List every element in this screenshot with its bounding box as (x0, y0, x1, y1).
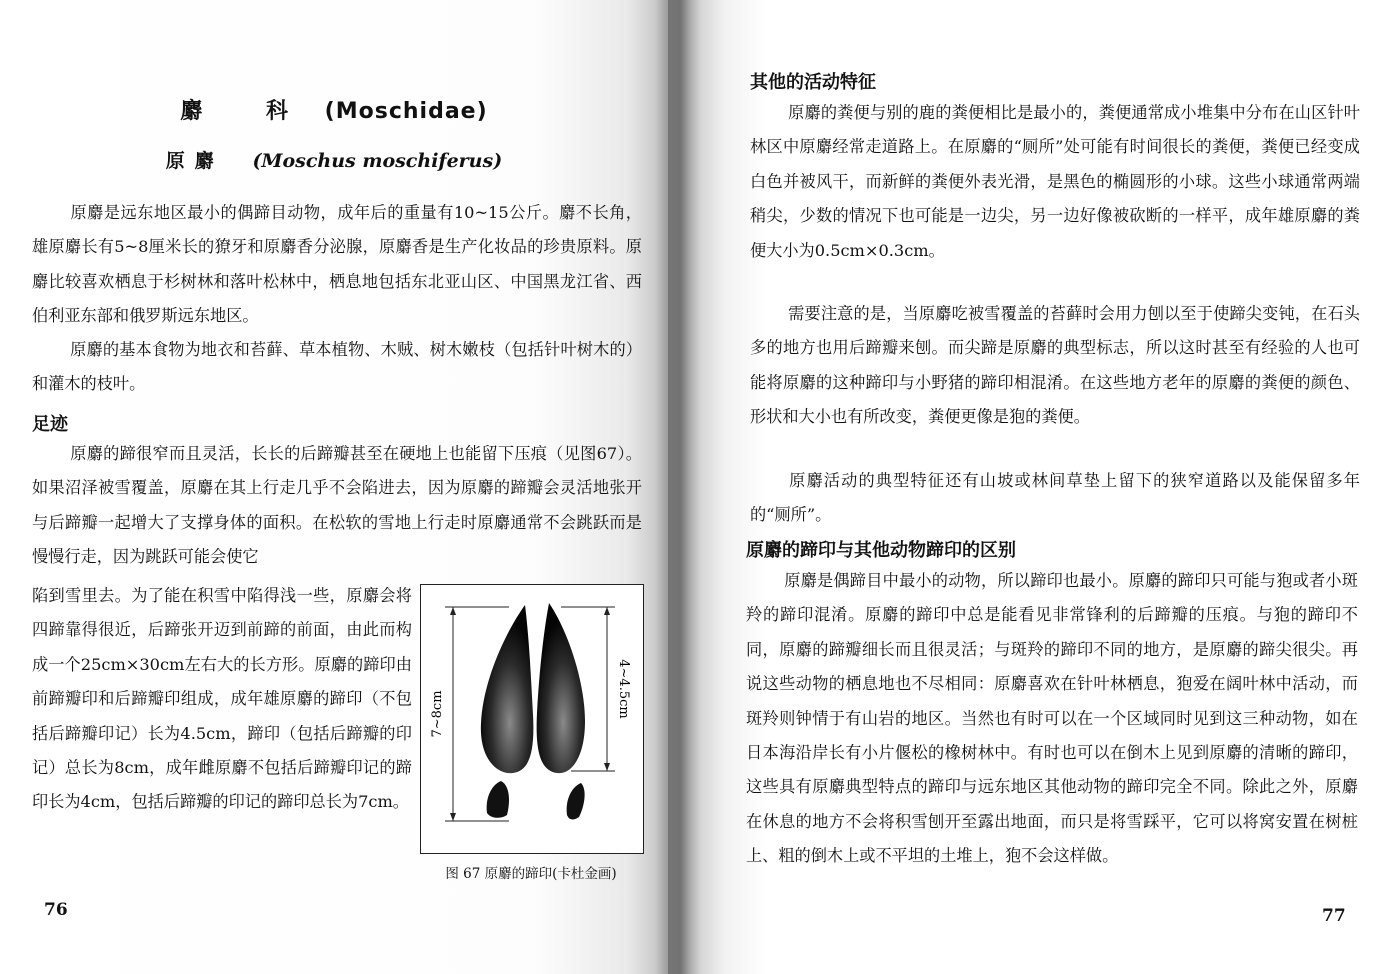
hoof-print-illustration (421, 585, 643, 853)
footprint-paragraph-continued: 陷到雪里去。为了能在积雪中陷得浅一些，原麝会将四蹄靠得很近，后蹄张开迈到前蹄的前面，由此而构成一个25cm×30cm左右大的长方形。原麝的蹄印由前蹄瓣印和后蹄瓣印组成，成年雄原麝的蹄印（不包括后蹄瓣印记）长为4.5cm，蹄印（包括后蹄瓣的印记）总长为8cm，成年雌原麝不包括后蹄瓣印记的蹄印长为4cm，包括后蹄瓣的印记的蹄印总长为7cm。 (32, 586, 412, 812)
intro-paragraph: 原麝是远东地区最小的偶蹄目动物，成年后的重量有10~15公斤。麝不长角，雄原麝长有5~8厘米长的獠牙和原麝香分泌腺，原麝香是生产化妆品的珍贵原料。原麝比较喜欢栖息于杉树林和落叶松林中，栖息地包括东北亚山区、中国黑龙江省、西伯利亚东部和俄罗斯远东地区。 (32, 203, 642, 326)
activity-heading: 其他的活动特征 (750, 72, 876, 93)
droppings-paragraph: 原麝的粪便与别的鹿的粪便相比是最小的，粪便通常成小堆集中分布在山区针叶林区中原麝经常走道路上。在原麝的“厕所”处可能有时间很长的粪便，粪便已经变成白色并被风干，而新鲜的粪便外表光滑，是黑色的椭圆形的小球。这些小球通常两端稍尖，少数的情况下也可能是一边尖，另一边好像被砍断的一样平，成年雄原麝的粪便大小为0.5cm×0.3cm。 (750, 103, 1360, 260)
species-title-latin: (Moschus moschiferus) (252, 150, 503, 172)
right-page (668, 0, 1378, 974)
family-title-latin: (Moschidae) (324, 99, 488, 124)
comparison-heading: 原麝的蹄印与其他动物蹄印的区别 (746, 540, 1016, 561)
left-hoof-half (481, 605, 534, 773)
left-page (0, 0, 668, 974)
footprint-paragraph: 原麝的蹄很窄而且灵活，长长的后蹄瓣甚至在硬地上也能留下压痕（见图67）。如果沼泽被雪覆盖，原麝在其上行走几乎不会陷进去，因为原麝的蹄瓣会灵活地张开与后蹄瓣一起增大了支撑身体的面积。在松软的雪地上行走时原麝通常不会跳跃而是慢慢行走，因为跳跃可能会使它 (32, 444, 642, 567)
food-paragraph: 原麝的基本食物为地衣和苔藓、草本植物、木贼、树木嫩枝（包括针叶树木的）和灌木的枝叶。 (32, 340, 642, 394)
right-dewclaw (567, 783, 585, 819)
page-number-left: 76 (44, 900, 68, 920)
right-hoof-half (537, 603, 585, 773)
family-title-zh: 麝 科 (180, 99, 316, 124)
species-title-zh: 原麝 (165, 150, 224, 172)
book-gutter-shadow (655, 0, 701, 974)
footprint-figure (420, 584, 644, 854)
page-number-right: 77 (1322, 906, 1346, 926)
figure-caption: 图 67 原麝的蹄印(卡杜金画) (445, 866, 617, 882)
main-length-label: 4~4.5cm (616, 659, 631, 719)
left-dewclaw (487, 781, 509, 818)
footprint-heading: 足迹 (32, 414, 68, 435)
comparison-paragraph: 原麝是偶蹄目中最小的动物，所以蹄印也最小。原麝的蹄印只可能与狍或者小斑羚的蹄印混淆。原麝的蹄印中总是能看见非常锋利的后蹄瓣的压痕。与狍的蹄印不同，原麝的蹄瓣细长而且很灵活；与斑羚的蹄印不同的地方，是原麝的蹄尖很尖。再说这些动物的栖息地也不尽相同：原麝喜欢在针叶林栖息，狍爱在阔叶林中活动，而斑羚则钟情于有山岩的地区。当然也有时可以在一个区域同时见到这三种动物，如在日本海沿岸长有小片偃松的橡树林中。有时也可以在倒木上见到原麝的清晰的蹄印，这些具有原麝典型特点的蹄印与远东地区其他动物的蹄印完全不同。除此之外，原麝在休息的地方不会将积雪刨开至露出地面，而只是将雪踩平，它可以将窝安置在树桩上、粗的倒木上或不平坦的土堆上，狍不会这样做。 (746, 571, 1358, 866)
family-title (0, 94, 668, 125)
total-length-label: 7~8cm (430, 690, 445, 738)
species-title (0, 146, 668, 173)
trails-paragraph: 原麝活动的典型特征还有山坡或林间草垫上留下的狭窄道路以及能保留多年的“厕所”。 (750, 471, 1360, 525)
hoof-wear-paragraph: 需要注意的是，当原麝吃被雪覆盖的苔藓时会用力刨以至于使蹄尖变钝，在石头多的地方也用后蹄瓣来刨。而尖蹄是原麝的典型标志，所以这时甚至有经验的人也可能将原麝的这种蹄印与小野猪的蹄印相混淆。在这些地方老年的原麝的粪便的颜色、形状和大小也有所改变，粪便更像是狍的粪便。 (750, 304, 1360, 427)
